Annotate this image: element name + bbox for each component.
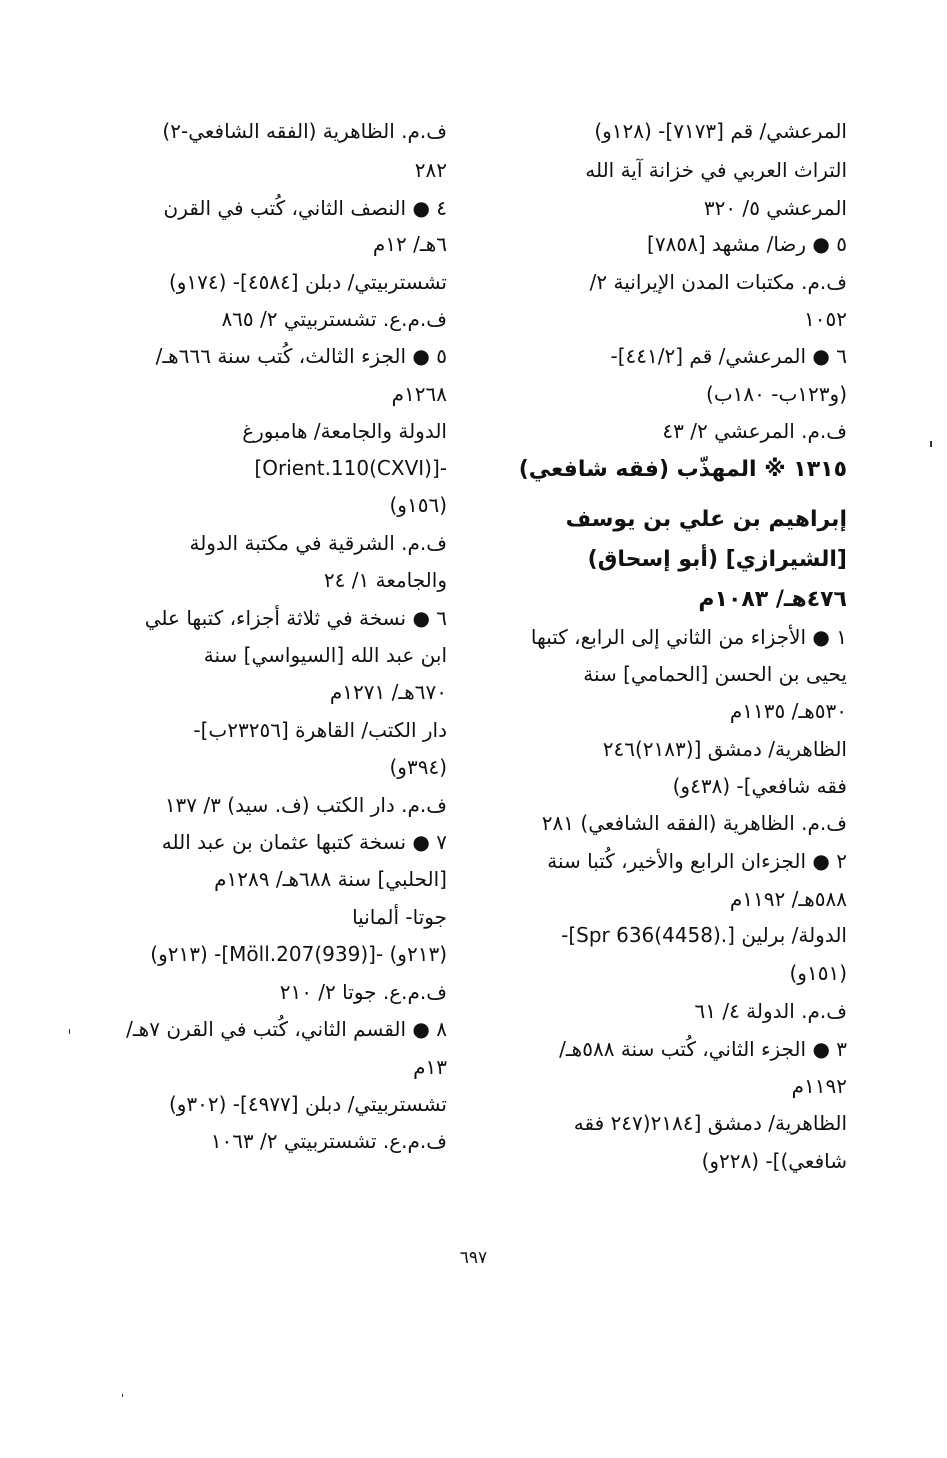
text-line: والجامعة ١/ ٢٤ — [323, 568, 447, 592]
text-line: (٢١٣و) -[(939)Möll.207]- (٢١٣و) — [150, 942, 447, 966]
text-line: ٥ ● رضا/ مشهد [٧٨٥٨] — [647, 232, 847, 256]
text-line: ٦٧٠هـ/ ١٢٧١م — [329, 680, 447, 704]
text-line: ف.م. الشرقية في مكتبة الدولة — [189, 531, 447, 555]
text-line: ٥٣٠هـ/ ١١٣٥م — [729, 699, 847, 723]
text-line: ف.م.ع. تشستربيتي ٢/ ١٠٦٣ — [210, 1129, 447, 1153]
author-line: [الشيرازي] (أبو إسحاق) — [587, 547, 847, 572]
text-line: [الحلبي] سنة ٦٨٨هـ/ ١٢٨٩م — [214, 867, 447, 891]
text-line: جوتا- ألمانيا — [352, 905, 447, 929]
text-line: ٦هـ/ ١٢م — [372, 232, 447, 256]
entry-heading: ١٣١٥ ※ المهذّب (فقه شافعي) — [518, 457, 847, 482]
text-line: الظاهرية/ دمشق [٢١٨٤(٢٤٧ فقه — [573, 1111, 847, 1135]
text-line: ٣ ● الجزء الثاني، كُتب سنة ٥٨٨هـ/ — [559, 1037, 847, 1061]
text-line: ٤ ● النصف الثاني، كُتب في القرن — [163, 196, 447, 220]
text-line: ٦ ● المرعشي/ قم [٤٤١/٢]- — [610, 344, 847, 368]
text-line: تشستربيتي/ دبلن [٤٥٨٤]- (١٧٤و) — [168, 270, 447, 294]
text-line: ف.م.ع. جوتا ٢/ ٢١٠ — [279, 980, 447, 1004]
text-line: ٢ ● الجزءان الرابع والأخير، كُتبا سنة — [547, 849, 847, 873]
text-line: ف.م. مكتبات المدن الإيرانية ٢/ — [589, 270, 847, 294]
text-line: تشستربيتي/ دبلن [٤٩٧٧]- (٣٠٢و) — [168, 1092, 447, 1116]
text-line: ٨ ● القسم الثاني، كُتب في القرن ٧هـ/ — [126, 1017, 447, 1041]
text-line: ٧ ● نسخة كتبها عثمان بن عبد الله — [161, 830, 447, 854]
scan-speck — [930, 441, 932, 447]
text-line: -[Orient.110(CXVI)] — [254, 456, 447, 480]
text-line: ٥ ● الجزء الثالث، كُتب سنة ٦٦٦هـ/ — [155, 344, 447, 368]
text-line: ف.م. الدولة ٤/ ٦١ — [694, 999, 847, 1023]
text-line: ١٢٦٨م — [391, 382, 447, 406]
text-line: المرعشي ٥/ ٣٢٠ — [703, 196, 847, 220]
text-line: ٢٨٢ — [414, 158, 447, 182]
text-line: ١١٩٢م — [791, 1074, 847, 1098]
author-line: إبراهيم بن علي بن يوسف — [565, 507, 847, 532]
text-line: ٥٨٨هـ/ ١١٩٢م — [729, 887, 847, 911]
text-line: ١ ● الأجزاء من الثاني إلى الرابع، كتبها — [530, 625, 847, 649]
scan-speck — [69, 1029, 70, 1034]
page-number: ٦٩٧ — [459, 1248, 488, 1268]
text-line: ابن عبد الله [السيواسي] سنة — [203, 643, 447, 667]
text-line: ٦ ● نسخة في ثلاثة أجزاء، كتبها علي — [144, 606, 447, 630]
text-line: (و١٢٣ب- ١٨٠ب) — [706, 382, 847, 406]
text-line: يحيى بن الحسن [الحمامي] سنة — [583, 662, 847, 686]
text-line: (٣٩٤و) — [389, 755, 447, 779]
text-line: ف.م. المرعشي ٢/ ٤٣ — [662, 419, 847, 443]
text-line: ف.م. الظاهرية (الفقه الشافعي) ٢٨١ — [541, 811, 847, 835]
text-line: ف.م. دار الكتب (ف. سيد) ٣/ ١٣٧ — [164, 793, 447, 817]
text-line: التراث العربي في خزانة آية الله — [585, 158, 847, 182]
scan-speck — [122, 1394, 123, 1397]
text-line: فقه شافعي]- (٤٣٨و) — [672, 774, 847, 798]
text-line: (١٥٦و) — [389, 493, 447, 517]
text-line: الدولة/ برلين [.Spr 636(4458)]- — [561, 923, 847, 947]
text-line: ف.م. الظاهرية (الفقه الشافعي-٢) — [162, 119, 447, 143]
text-line: ١٠٥٢ — [804, 307, 847, 331]
text-line: دار الكتب/ القاهرة [٢٣٢٥٦ب]- — [193, 718, 447, 742]
text-line: الدولة والجامعة/ هامبورغ — [242, 419, 447, 443]
author-dates: ٤٧٦هـ/ ١٠٨٣م — [698, 587, 847, 612]
text-line: المرعشي/ قم [٧١٧٣]- (١٢٨و) — [594, 119, 847, 143]
text-line: ١٣م — [413, 1055, 447, 1079]
text-line: الظاهرية/ دمشق [(٢١٨٣)٢٤٦ — [602, 737, 847, 761]
text-line: ف.م.ع. تشستربيتي ٢/ ٨٦٥ — [221, 307, 447, 331]
text-line: (١٥١و) — [789, 961, 847, 985]
text-line: شافعي)]- (٢٢٨و) — [701, 1149, 847, 1173]
